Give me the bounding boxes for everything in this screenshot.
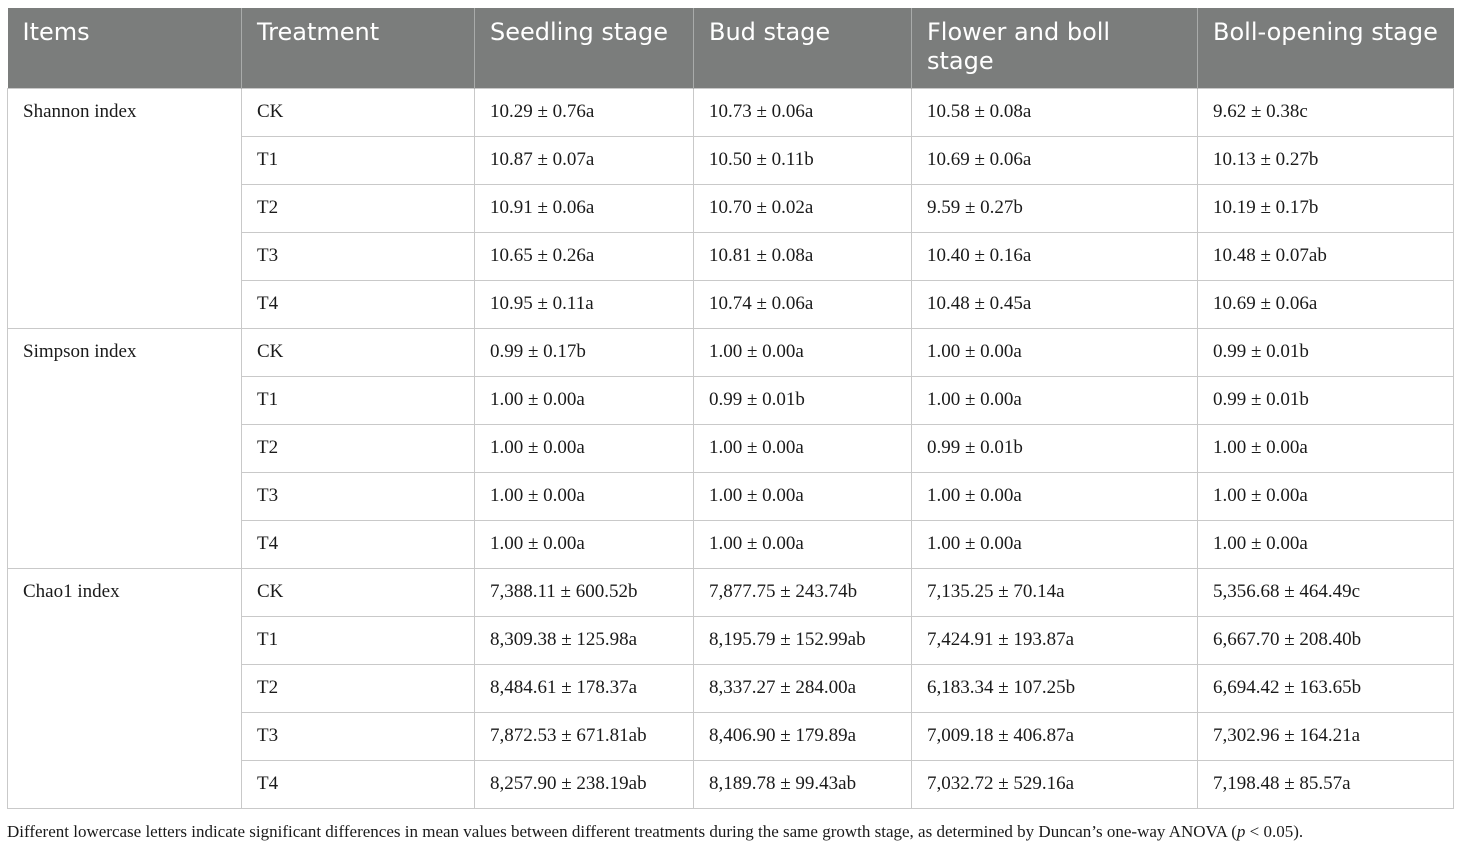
- value-cell: 10.48 ± 0.07ab: [1198, 232, 1454, 280]
- footnote-p-symbol: p: [1236, 822, 1246, 841]
- value-cell: 7,424.91 ± 193.87a: [912, 616, 1198, 664]
- value-cell: 1.00 ± 0.00a: [1198, 472, 1454, 520]
- value-cell: 10.58 ± 0.08a: [912, 88, 1198, 136]
- value-cell: 7,135.25 ± 70.14a: [912, 568, 1198, 616]
- value-cell: 1.00 ± 0.00a: [475, 520, 694, 568]
- value-cell: 10.48 ± 0.45a: [912, 280, 1198, 328]
- value-cell: 1.00 ± 0.00a: [1198, 424, 1454, 472]
- treatment-cell: T3: [242, 712, 475, 760]
- table-row: [8, 328, 1454, 376]
- value-cell: 10.91 ± 0.06a: [475, 184, 694, 232]
- item-cell: Shannon index: [8, 88, 242, 328]
- treatment-cell: T2: [242, 664, 475, 712]
- value-cell: 1.00 ± 0.00a: [694, 472, 912, 520]
- value-cell: 10.81 ± 0.08a: [694, 232, 912, 280]
- data-table: [7, 8, 1454, 809]
- value-cell: 10.70 ± 0.02a: [694, 184, 912, 232]
- value-cell: 6,183.34 ± 107.25b: [912, 664, 1198, 712]
- value-cell: 10.69 ± 0.06a: [1198, 280, 1454, 328]
- header-row: [8, 8, 1454, 88]
- value-cell: 0.99 ± 0.01b: [694, 376, 912, 424]
- treatment-cell: T1: [242, 136, 475, 184]
- header-bud-stage: Bud stage: [694, 8, 912, 88]
- value-cell: 10.50 ± 0.11b: [694, 136, 912, 184]
- treatment-cell: T4: [242, 520, 475, 568]
- value-cell: 9.59 ± 0.27b: [912, 184, 1198, 232]
- header-boll-opening-stage: Boll-opening stage: [1198, 8, 1454, 88]
- value-cell: 9.62 ± 0.38c: [1198, 88, 1454, 136]
- value-cell: 10.40 ± 0.16a: [912, 232, 1198, 280]
- value-cell: 10.95 ± 0.11a: [475, 280, 694, 328]
- value-cell: 1.00 ± 0.00a: [475, 376, 694, 424]
- header-items: Items: [8, 8, 242, 88]
- value-cell: 8,195.79 ± 152.99ab: [694, 616, 912, 664]
- treatment-cell: CK: [242, 328, 475, 376]
- header-treatment: Treatment: [242, 8, 475, 88]
- value-cell: 7,872.53 ± 671.81ab: [475, 712, 694, 760]
- treatment-cell: T3: [242, 232, 475, 280]
- value-cell: 0.99 ± 0.01b: [912, 424, 1198, 472]
- value-cell: 10.13 ± 0.27b: [1198, 136, 1454, 184]
- value-cell: 8,257.90 ± 238.19ab: [475, 760, 694, 808]
- item-cell: Chao1 index: [8, 568, 242, 808]
- header-flower-boll-stage: Flower and boll stage: [912, 8, 1198, 88]
- item-cell: Simpson index: [8, 328, 242, 568]
- value-cell: 1.00 ± 0.00a: [912, 328, 1198, 376]
- treatment-cell: T2: [242, 424, 475, 472]
- treatment-cell: CK: [242, 88, 475, 136]
- table-header: [8, 8, 1454, 88]
- treatment-cell: T1: [242, 616, 475, 664]
- treatment-cell: T4: [242, 760, 475, 808]
- value-cell: 0.99 ± 0.01b: [1198, 328, 1454, 376]
- value-cell: 10.69 ± 0.06a: [912, 136, 1198, 184]
- treatment-cell: T2: [242, 184, 475, 232]
- footnote-text: Different lowercase letters indicate significant differences in mean values between different treatments during the same growth stage, as determined by Duncan’s one-way ANOVA (: [7, 822, 1237, 841]
- value-cell: 7,388.11 ± 600.52b: [475, 568, 694, 616]
- value-cell: 6,667.70 ± 208.40b: [1198, 616, 1454, 664]
- value-cell: 10.74 ± 0.06a: [694, 280, 912, 328]
- value-cell: 7,198.48 ± 85.57a: [1198, 760, 1454, 808]
- value-cell: 6,694.42 ± 163.65b: [1198, 664, 1454, 712]
- value-cell: 10.65 ± 0.26a: [475, 232, 694, 280]
- value-cell: 1.00 ± 0.00a: [475, 424, 694, 472]
- value-cell: 8,309.38 ± 125.98a: [475, 616, 694, 664]
- value-cell: 7,009.18 ± 406.87a: [912, 712, 1198, 760]
- value-cell: 10.73 ± 0.06a: [694, 88, 912, 136]
- value-cell: 0.99 ± 0.17b: [475, 328, 694, 376]
- treatment-cell: CK: [242, 568, 475, 616]
- value-cell: 10.29 ± 0.76a: [475, 88, 694, 136]
- treatment-cell: T4: [242, 280, 475, 328]
- value-cell: 1.00 ± 0.00a: [694, 424, 912, 472]
- value-cell: 0.99 ± 0.01b: [1198, 376, 1454, 424]
- value-cell: 1.00 ± 0.00a: [475, 472, 694, 520]
- table-row: [8, 568, 1454, 616]
- data-table-container: [7, 8, 1453, 809]
- value-cell: 10.87 ± 0.07a: [475, 136, 694, 184]
- table-footnote: [7, 822, 1457, 842]
- value-cell: 7,302.96 ± 164.21a: [1198, 712, 1454, 760]
- value-cell: 7,032.72 ± 529.16a: [912, 760, 1198, 808]
- treatment-cell: T1: [242, 376, 475, 424]
- value-cell: 1.00 ± 0.00a: [694, 520, 912, 568]
- treatment-cell: T3: [242, 472, 475, 520]
- value-cell: 8,189.78 ± 99.43ab: [694, 760, 912, 808]
- value-cell: 1.00 ± 0.00a: [1198, 520, 1454, 568]
- value-cell: 1.00 ± 0.00a: [912, 472, 1198, 520]
- header-seedling-stage: Seedling stage: [475, 8, 694, 88]
- value-cell: 8,406.90 ± 179.89a: [694, 712, 912, 760]
- value-cell: 7,877.75 ± 243.74b: [694, 568, 912, 616]
- table-row: [8, 88, 1454, 136]
- value-cell: 1.00 ± 0.00a: [912, 520, 1198, 568]
- value-cell: 1.00 ± 0.00a: [694, 328, 912, 376]
- value-cell: 10.19 ± 0.17b: [1198, 184, 1454, 232]
- table-body: [8, 88, 1454, 808]
- footnote-text-end: < 0.05).: [1245, 822, 1304, 841]
- value-cell: 5,356.68 ± 464.49c: [1198, 568, 1454, 616]
- value-cell: 8,484.61 ± 178.37a: [475, 664, 694, 712]
- value-cell: 1.00 ± 0.00a: [912, 376, 1198, 424]
- value-cell: 8,337.27 ± 284.00a: [694, 664, 912, 712]
